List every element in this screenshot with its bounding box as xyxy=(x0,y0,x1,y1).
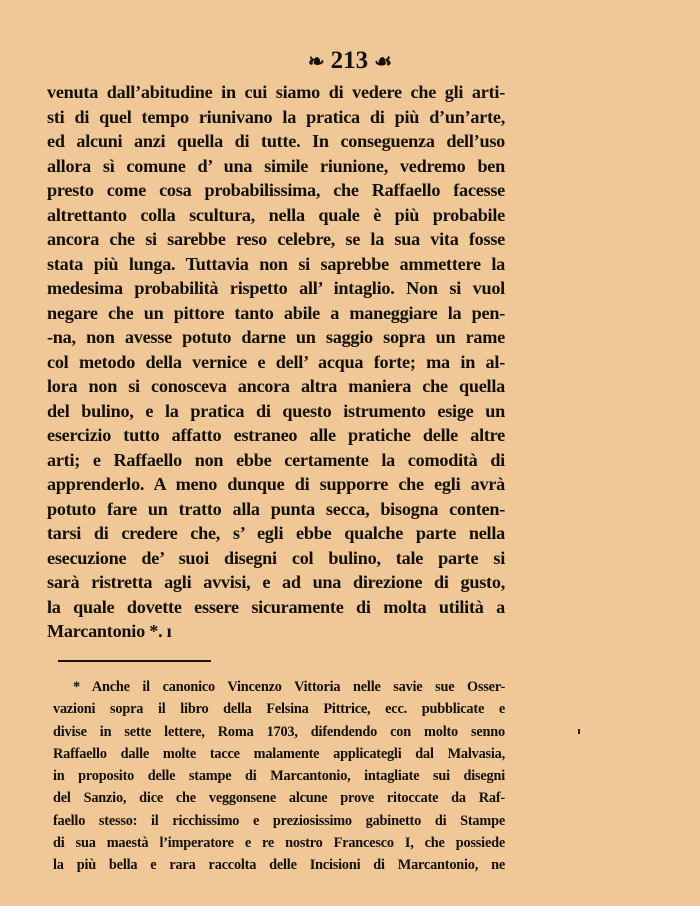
body-line: altrettanto colla scultura, nella quale è più probabile xyxy=(47,204,505,225)
footnote-line: divise in sette lettere, Roma 1703, difendendo con molto senno xyxy=(53,723,505,740)
left-ornament-icon: ❧ xyxy=(307,51,325,74)
body-line: arti; e Raffaello non ebbe certamente la comodità di xyxy=(47,449,505,470)
page-header xyxy=(0,46,700,77)
body-line: apprenderlo. A meno dunque di supporre che egli avrà xyxy=(47,474,505,494)
ink-speck xyxy=(578,729,580,734)
footnote-line: di sua maestà l’imperatore e re nostro Francesco I, che possiede xyxy=(53,835,505,852)
right-ornament-icon: ☙ xyxy=(374,51,393,74)
body-line: stata più lunga. Tuttavia non si saprebbe ammettere la xyxy=(47,253,505,274)
footnote-line: * Anche il canonico Vincenzo Vittoria nelle savie sue Osser- xyxy=(73,679,505,695)
body-line: lora non si conosceva ancora altra maniera che quella xyxy=(47,376,505,396)
body-line: esecuzione de’ suoi disegni col bulino, tale parte si xyxy=(47,547,505,568)
body-line: esercizio tutto affatto estraneo alle pratiche delle altre xyxy=(47,425,505,445)
footnote-line: in proposito delle stampe di Marcantonio, intagliate sui disegni xyxy=(53,768,505,785)
body-line-last: Marcantonio *. ı xyxy=(47,621,172,641)
body-line: potuto fare un tratto alla punta secca, bisogna conten- xyxy=(47,498,505,519)
body-line: col metodo della vernice e dell’ acqua forte; ma in al- xyxy=(47,351,505,372)
page-number: 213 xyxy=(330,47,369,74)
body-line: ed alcuni anzi quella di tutte. In conseguenza dell’uso xyxy=(47,131,505,151)
body-text xyxy=(47,80,505,644)
body-line: negare che un pittore tanto abile a maneggiare la pen- xyxy=(47,302,505,323)
body-line: presto come cosa probabilissima, che Raffaello facesse xyxy=(47,180,505,200)
body-line: del bulino, e la pratica di questo istrumento esige un xyxy=(47,400,505,421)
body-line: venuta dall’abitudine in cui siamo di vedere che gli arti- xyxy=(47,82,505,102)
footnote-line: vazioni sopra il libro della Felsina Pittrice, ecc. pubblicate e xyxy=(53,701,505,718)
footnote-line: Raffaello dalle molte tacce malamente applicategli dal Malvasia, xyxy=(53,745,505,762)
body-line: sarà ristretta agli avvisi, e ad una direzione di gusto, xyxy=(47,572,505,592)
footnote xyxy=(53,676,505,877)
body-line: medesima probabilità rispetto all’ intaglio. Non si vuol xyxy=(47,278,505,298)
footnote-line: faello stesso: il ricchissimo e preziosissimo gabinetto di Stampe xyxy=(53,812,505,829)
footnote-line: la più bella e rara raccolta delle Incisioni di Marcantonio, ne xyxy=(53,857,505,874)
body-line: sti di quel tempo riunivano la pratica di più d’un’arte, xyxy=(47,106,505,127)
body-line: allora sì comune d’ una simile riunione, vedremo ben xyxy=(47,155,505,176)
footnote-line: del Sanzio, dice che veggonsene alcune prove ritoccate da Raf- xyxy=(53,790,505,807)
body-line: tarsi di credere che, s’ egli ebbe qualche parte nella xyxy=(47,523,505,543)
body-line: la quale dovette essere sicuramente di molta utilità a xyxy=(47,596,505,617)
body-line: ancora che si sarebbe reso celebre, se la sua vita fosse xyxy=(47,229,505,249)
footnote-separator xyxy=(58,660,211,662)
body-line: -na, non avesse potuto darne un saggio sopra un rame xyxy=(47,327,505,347)
